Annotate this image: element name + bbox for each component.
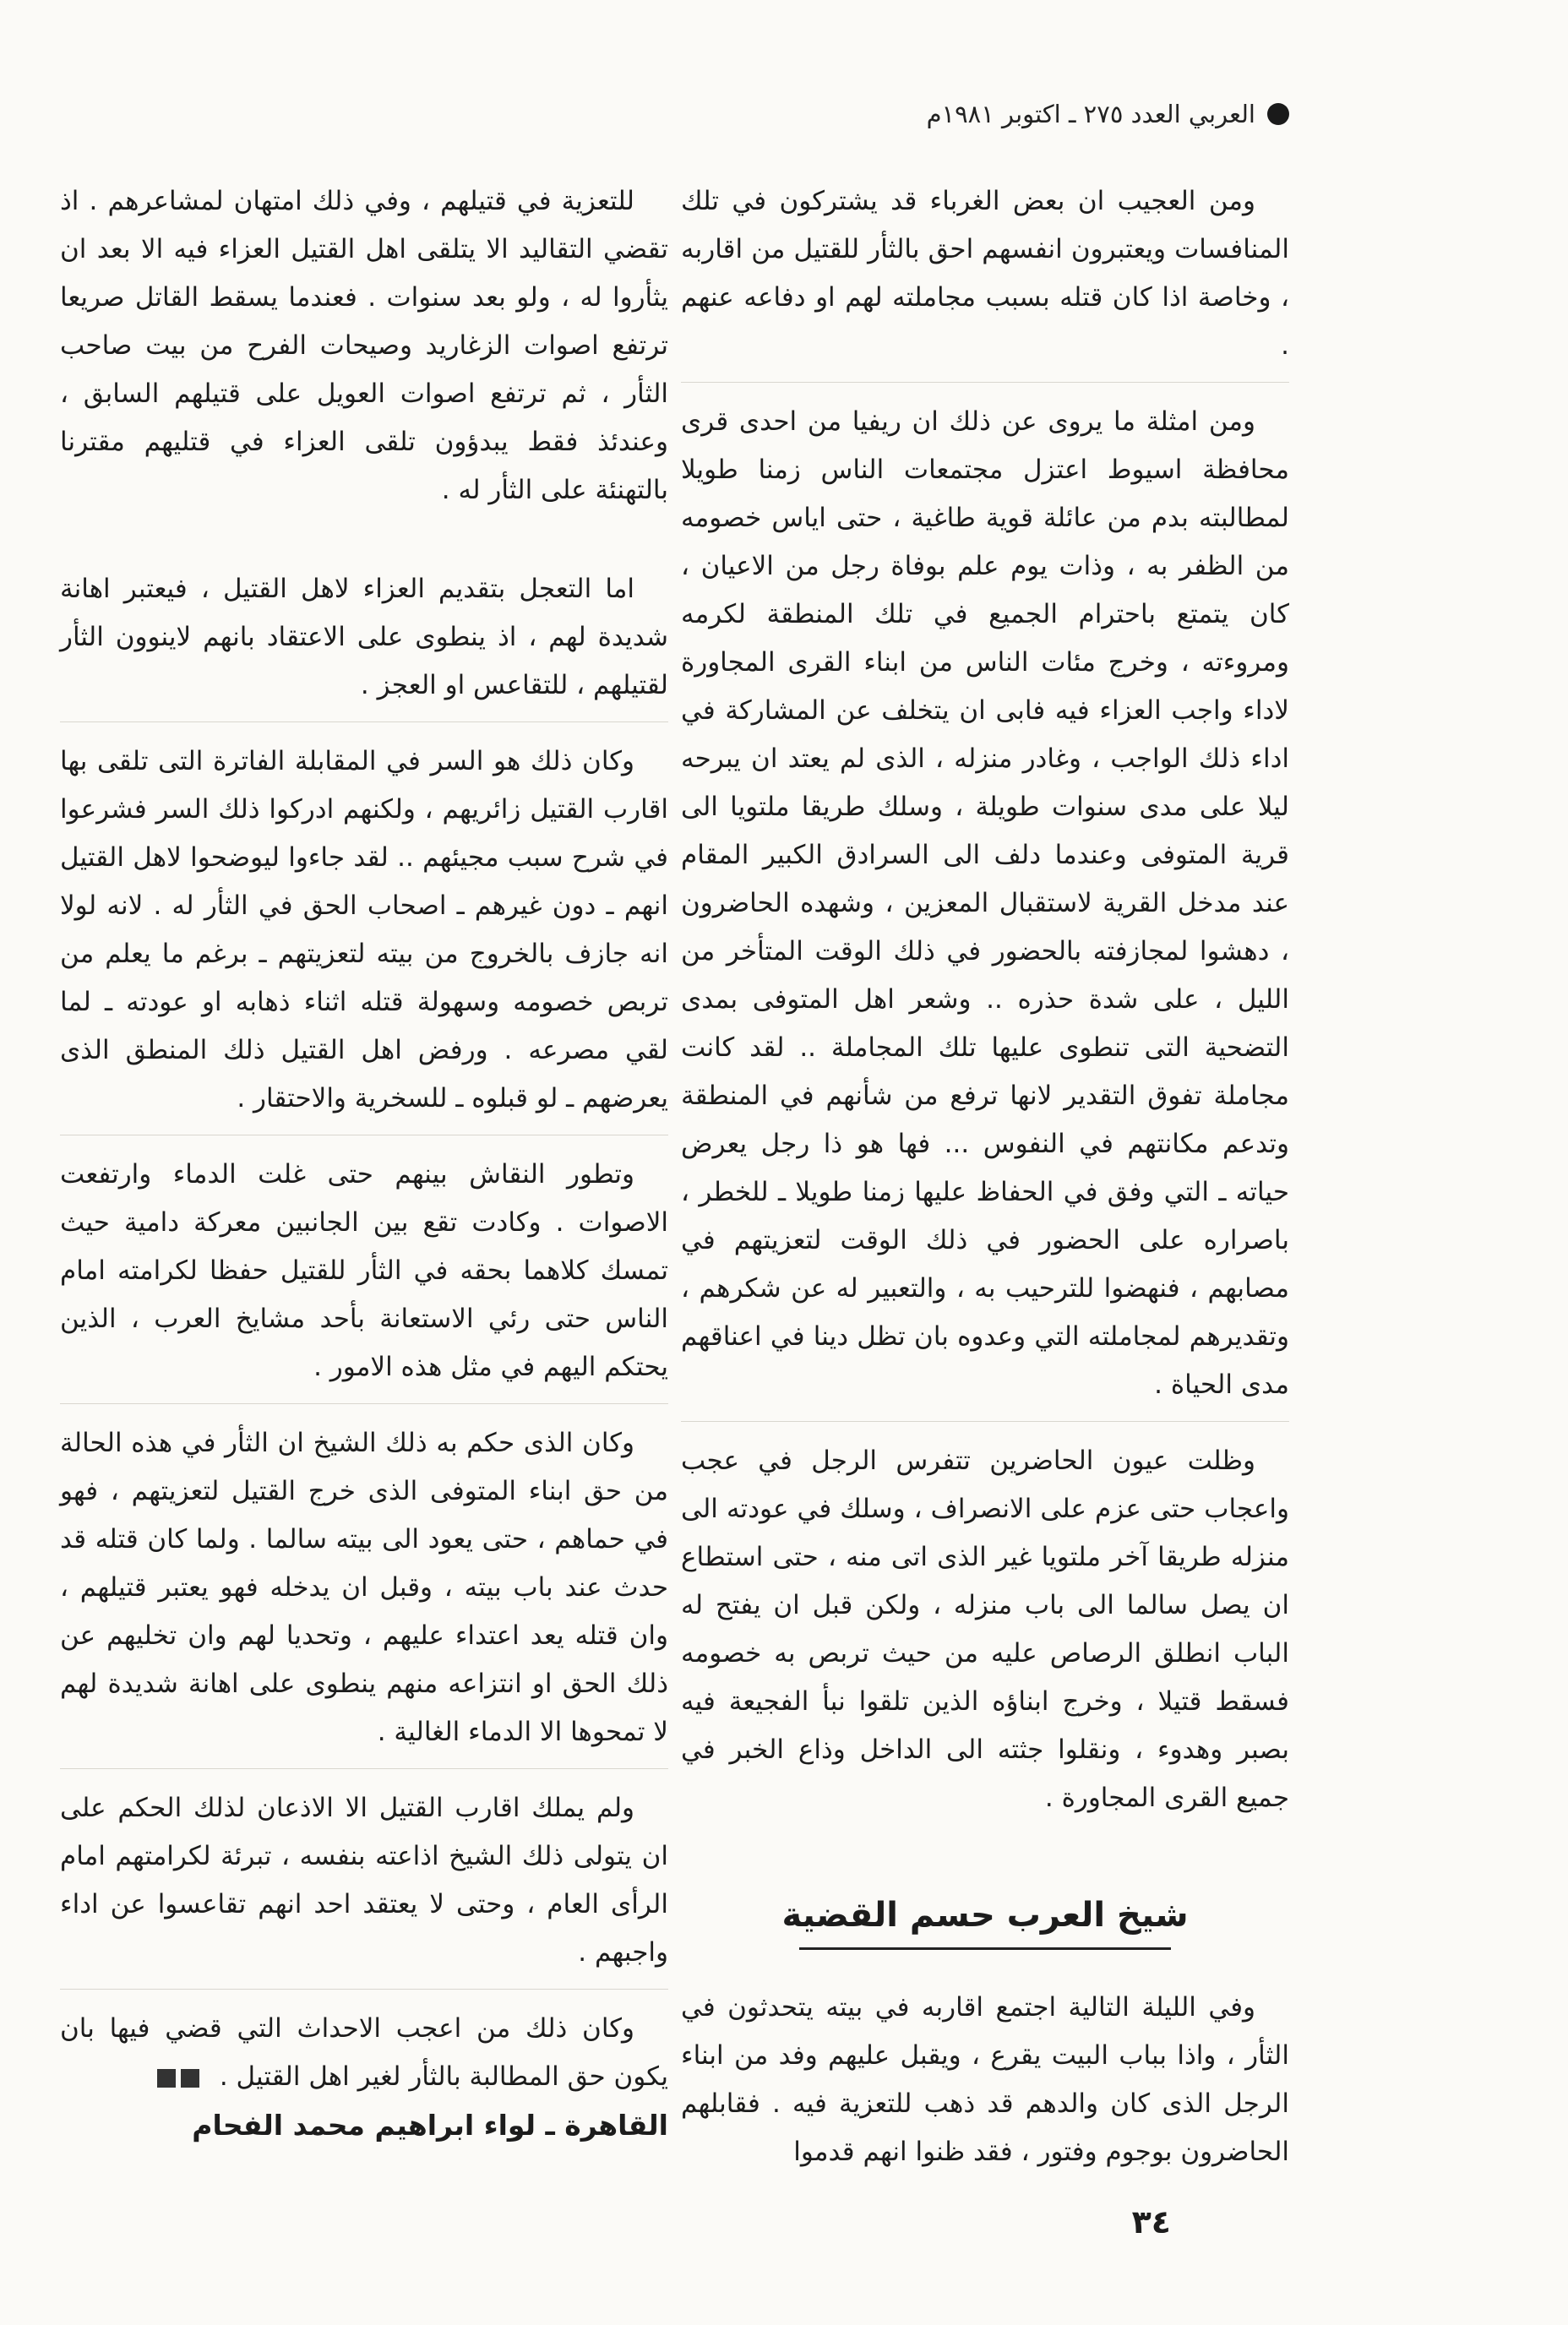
paragraph: وفي الليلة التالية اجتمع اقاربه في بيته يتحدثون في الثأر ، واذا بباب البيت يقرع ، ويقبل عليهم وفد من ابناء الرجل الذى كان والدهم قد ذهب للتعزية فيه . فقابلهم الحاضرون بوجوم وفتور ، فقد ظنوا انهم قدموا bbox=[681, 1992, 1289, 2167]
paragraph: وكان ذلك من اعجب الاحداث التي قضي فيها بان يكون حق المطالبة بالثأر لغير اهل القتيل . bbox=[60, 2013, 668, 2092]
divider bbox=[60, 1989, 668, 1990]
paragraph: ولم يملك اقارب القتيل الا الاذعان لذلك الحكم على ان يتولى ذلك الشيخ اذاعته بنفسه ، تبرئة لكرامتهم امام الرأى العام ، وحتى لا يعتقد احد انهم تقاعسوا عن اداء واجبهم . bbox=[60, 1793, 668, 1968]
paragraph: ومن العجيب ان بعض الغرباء قد يشتركون في تلك المنافسات ويعتبرون انفسهم احق بالثأر للقتيل من اقاربه ، وخاصة اذا كان قتله بسبب مجاملته لهم او دفاعه عنهم . bbox=[681, 186, 1289, 361]
bullet-icon bbox=[1267, 103, 1289, 125]
subheading-underline bbox=[799, 1947, 1171, 1950]
page-number: ٣٤ bbox=[1131, 2203, 1171, 2241]
section-subheading: شيخ العرب حسم القضية bbox=[781, 1896, 1189, 1935]
paragraph: وكان الذى حكم به ذلك الشيخ ان الثأر في هذه الحالة من حق ابناء المتوفى الذى خرج القتيل لتعزيتهم ، فهو في حماهم ، حتى يعود الى بيته سالما . ولما كان قتله قد حدث عند باب بيته ، وقبل ان يدخله فهو يعتبر قتيلهم ، وان قتله يعد اعتداء عليهم ، وتحديا لهم وان تخليهم عن ذلك الحق او انتزاعه منهم ينطوى على اهانة شديدة لهم لا تمحوها الا الدماء الغالية . bbox=[60, 1428, 668, 1747]
divider bbox=[60, 1403, 668, 1404]
paragraph: وكان ذلك هو السر في المقابلة الفاترة التى تلقى بها اقارب القتيل زائريهم ، ولكنهم ادركوا ذلك السر فشرعوا في شرح سبب مجيئهم .. لقد جاءوا ليوضحوا لاهل القتيل انهم ـ دون غيرهم ـ اصحاب الحق في الثأر له . لانه لولا انه جازف بالخروج من بيته لتعزيتهم ـ برغم ما يعلم من تربص خصومه وسهولة قتله اثناء ذهابه او عودته ـ لما لقي مصرعه . ورفض اهل القتيل ذلك المنطق الذى يعرضهم ـ لو قبلوه ـ للسخرية والاحتقار . bbox=[60, 746, 668, 1113]
divider bbox=[60, 1768, 668, 1769]
end-mark-icon bbox=[157, 2069, 199, 2088]
left-column bbox=[60, 177, 668, 2149]
running-header bbox=[927, 100, 1289, 128]
paragraph: وظلت عيون الحاضرين تتفرس الرجل في عجب واعجاب حتى عزم على الانصراف ، وسلك في عودته الى منزله طريقا آخر ملتويا غير الذى اتى منه ، حتى استطاع ان يصل سالما الى باب منزله ، ولكن قبل ان يفتح له الباب انطلق الرصاص عليه من حيث تربص به خصومه فسقط قتيلا ، وخرج ابناؤه الذين تلقوا نبأ الفجيعة فيه بصبر وهدوء ، ونقلوا جثته الى الداخل وذاع الخبر في جميع القرى المجاورة . bbox=[681, 1446, 1289, 1813]
paragraph: اما التعجل بتقديم العزاء لاهل القتيل ، فيعتبر اهانة شديدة لهم ، اذ ينطوى على الاعتقاد بانهم لاينوون الثأر لقتيلهم ، للتقاعس او العجز . bbox=[60, 574, 668, 700]
paragraph: للتعزية في قتيلهم ، وفي ذلك امتهان لمشاعرهم . اذ تقضي التقاليد الا يتلقى اهل القتيل العزاء فيه الا بعد ان يثأروا له ، ولو بعد سنوات . فعندما يسقط القاتل صريعا ترتفع اصوات الزغاريد وصيحات الفرح من بيت صاحب الثأر ، ثم ترتفع اصوات العويل على قتيلهم السابق ، وعندئذ فقط يبدؤون تلقى العزاء في قتليهم مقترنا بالتهنئة على الثأر له . bbox=[60, 186, 668, 505]
divider bbox=[681, 1421, 1289, 1422]
paragraph: وتطور النقاش بينهم حتى غلت الدماء وارتفعت الاصوات . وكادت تقع بين الجانبين معركة دامية حيث تمسك كلاهما بحقه في الثأر للقتيل حفظا لكرامته امام الناس حتى رئي الاستعانة بأحد مشايخ العرب ، الذين يحتكم اليهم في مثل هذه الامور . bbox=[60, 1159, 668, 1382]
header-text: العربي العدد ٢٧٥ ـ اكتوبر ١٩٨١م bbox=[926, 100, 1255, 128]
right-column bbox=[681, 177, 1289, 2176]
divider bbox=[60, 721, 668, 722]
divider bbox=[681, 382, 1289, 383]
paragraph-final bbox=[60, 2005, 668, 2101]
paragraph: ومن امثلة ما يروى عن ذلك ان ريفيا من احدى قرى محافظة اسيوط اعتزل مجتمعات الناس زمنا طويلا لمطالبته بدم من عائلة قوية طاغية ، حتى اياس خصومه من الظفر به ، وذات يوم علم بوفاة رجل من الاعيان ، كان يتمتع باحترام الجميع في تلك المنطقة لكرمه ومروءته ، وخرج مئات الناس من ابناء القرى المجاورة لاداء واجب العزاء فيه فابى ان يتخلف عن المشاركة في اداء ذلك الواجب ، وغادر منزله ، الذى لم يعتد ان يبرحه ليلا على مدى سنوات طويلة ، وسلك طريقا ملتويا الى قرية المتوفى وعندما دلف الى السرادق الكبير المقام عند مدخل القرية لاستقبال المعزين ، وشهده الحاضرون ، دهشوا لمجازفته بالحضور في ذلك الوقت المتأخر من الليل ، على شدة حذره .. وشعر اهل المتوفى بمدى التضحية التى تنطوى عليها تلك المجاملة .. لقد كانت مجاملة تفوق التقدير لانها ترفع من شأنهم في المنطقة وتدعم مكانتهم في النفوس ... فها هو ذا رجل يعرض حياته ـ التي وفق في الحفاظ عليها زمنا طويلا ـ للخطر ، باصراره على الحضور في ذلك الوقت لتعزيتهم في مصابهم ، فنهضوا للترحيب به ، والتعبير له عن شكرهم ، وتقديرهم لمجاملته التي وعدوه بان تظل دينا في اعناقهم مدى الحياة . bbox=[681, 406, 1289, 1400]
spacer bbox=[60, 515, 668, 565]
author-signature: القاهرة ـ لواء ابراهيم محمد الفحام bbox=[192, 2109, 668, 2142]
